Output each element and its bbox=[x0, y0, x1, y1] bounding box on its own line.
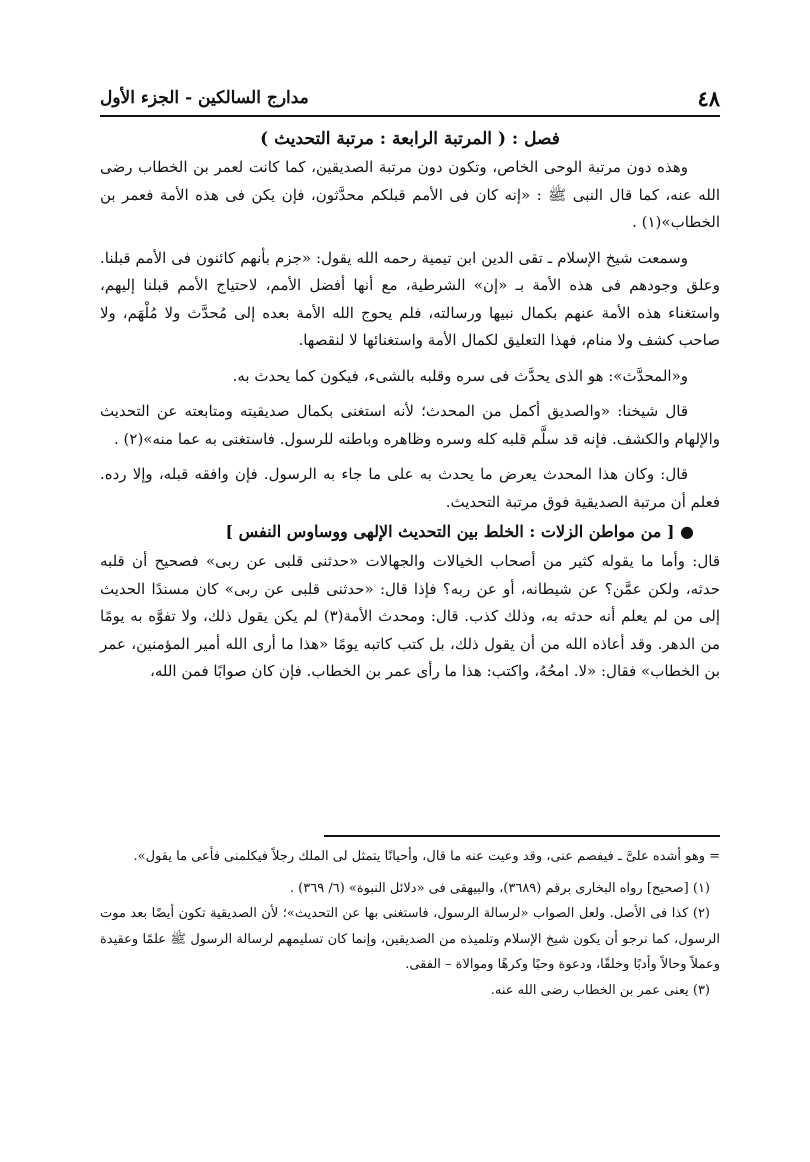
paragraph: و«المحدَّث»: هو الذى يحدَّث فى سره وقلبه بالشىء، فيكون كما يحدث به. bbox=[232, 366, 688, 385]
footnote-rule bbox=[324, 835, 720, 837]
paragraph: وسمعت شيخ الإسلام ـ تقى الدين ابن تيمية رحمه الله يقول: «جزم بأنهم كائنون فى الأمم قبلنا. وعلق وجودهم فى هذه الأمة بـ «إن» الشرطية، مع أنها أفضل الأمم، لاحتياج الأمم قبلنا إليهم، واستغناء هذه الأمة عنهم بكمال نبيها ورسالته، فلم يحوج الله الأمة بعده إلى مُحدَّث ولا مُلْهَم، ولا صاحب كشف ولا منام، فهذا التعليق لكمال الأمة واستغنائها لا لنقصها. bbox=[100, 248, 720, 349]
paragraph: قال شيخنا: «والصديق أكمل من المحدث؛ لأنه استغنى بكمال صديقيته ومتابعته عن التحديث والإلهام والكشف. فإنه قد سلَّم قلبه كله وسره وظاهره وباطنه للرسول. فاستغنى به عما منه»(٢) . bbox=[100, 402, 720, 448]
footnote: (٣) يعنى عمر بن الخطاب رضى الله عنه. bbox=[490, 982, 710, 998]
footnotes bbox=[100, 844, 720, 1003]
page-header bbox=[100, 84, 720, 114]
page-number: ٤٨ bbox=[697, 86, 720, 111]
footnote-continuation: = وهو أشده علىَّ ـ فيفصم عنى، وقد وعيت عنه ما قال، وأحيانًا يتمثل لى الملك رجلاً فيكلمنى فأعى ما يقول». bbox=[133, 849, 720, 864]
paragraph: قال: وأما ما يقوله كثير من أصحاب الخيالات والجهالات «حدثنى قلبى عن ربى» فصحيح أن قلبه حدثه، ولكن عمَّن؟ عن شيطانه، أو عن ربه؟ فإذا قال: «حدثنى قلبى عن ربى» كان مسندًا الحديث إلى من لم يعلم أنه حدثه به، وذلك كذب. قال: ومحدث الأمة(٣) لم يكن يقول ذلك، ولا تفوَّه به يومًا من الدهر. وقد أعاذه الله من أن يقول ذلك، بل كتب كاتبه يومًا «هذا ما أرى الله أمير المؤمنين، عمر بن الخطاب» فقال: «لا. امحُهُ، واكتب: هذا ما رأى عمر بن الخطاب. فإن كان صوابًا فمن الله، bbox=[100, 552, 720, 680]
main-text bbox=[100, 124, 720, 686]
paragraph: وهذه دون مرتبة الوحى الخاص، وتكون دون مرتبة الصديقين، كما كانت لعمر بن الخطاب رضى الله عنه، كما قال النبى ﷺ : «إنه كان فى الأمم قبلكم محدَّثون، فإن يكن فى هذه الأمة فعمر بن الخطاب»(١) . bbox=[100, 158, 720, 231]
footnote: (١) [صحيح] رواه البخارى برقم (٣٦٨٩)، والبيهقى فى «دلائل النبوة» (٦/ ٣٦٩) . bbox=[289, 880, 710, 896]
footnote: (٢) كذا فى الأصل. ولعل الصواب «لرسالة الرسول، فاستغنى بها عن التحديث»؛ لأن الصديقية تكون أيضًا بعد موت الرسول، كما نرجو أن يكون شيخ الإسلام وتلميذه من الصديقين، وإنما كان تسليمهم لرسالة الرسول ﷺ علمًا وعقيدة وعملاً وحالاً وأدبًا وخلقًا، ودعوة وحبًا وكرهًا وموالاة – الفقى. bbox=[100, 906, 720, 972]
running-title: مدارج السالكين - الجزء الأول bbox=[100, 88, 309, 108]
section-heading: فصل : ( المرتبة الرابعة : مرتبة التحديث ) bbox=[260, 129, 560, 149]
subsection-heading: ● [ من مواطن الزلات : الخلط بين التحديث الإلهى ووساوس النفس ] bbox=[225, 522, 694, 541]
paragraph: قال: وكان هذا المحدث يعرض ما يحدث به على ما جاء به الرسول. فإن وافقه قبله، وإلا رده. فعلم أن مرتبة الصديقية فوق مرتبة التحديث. bbox=[100, 465, 720, 511]
header-rule bbox=[100, 115, 720, 117]
